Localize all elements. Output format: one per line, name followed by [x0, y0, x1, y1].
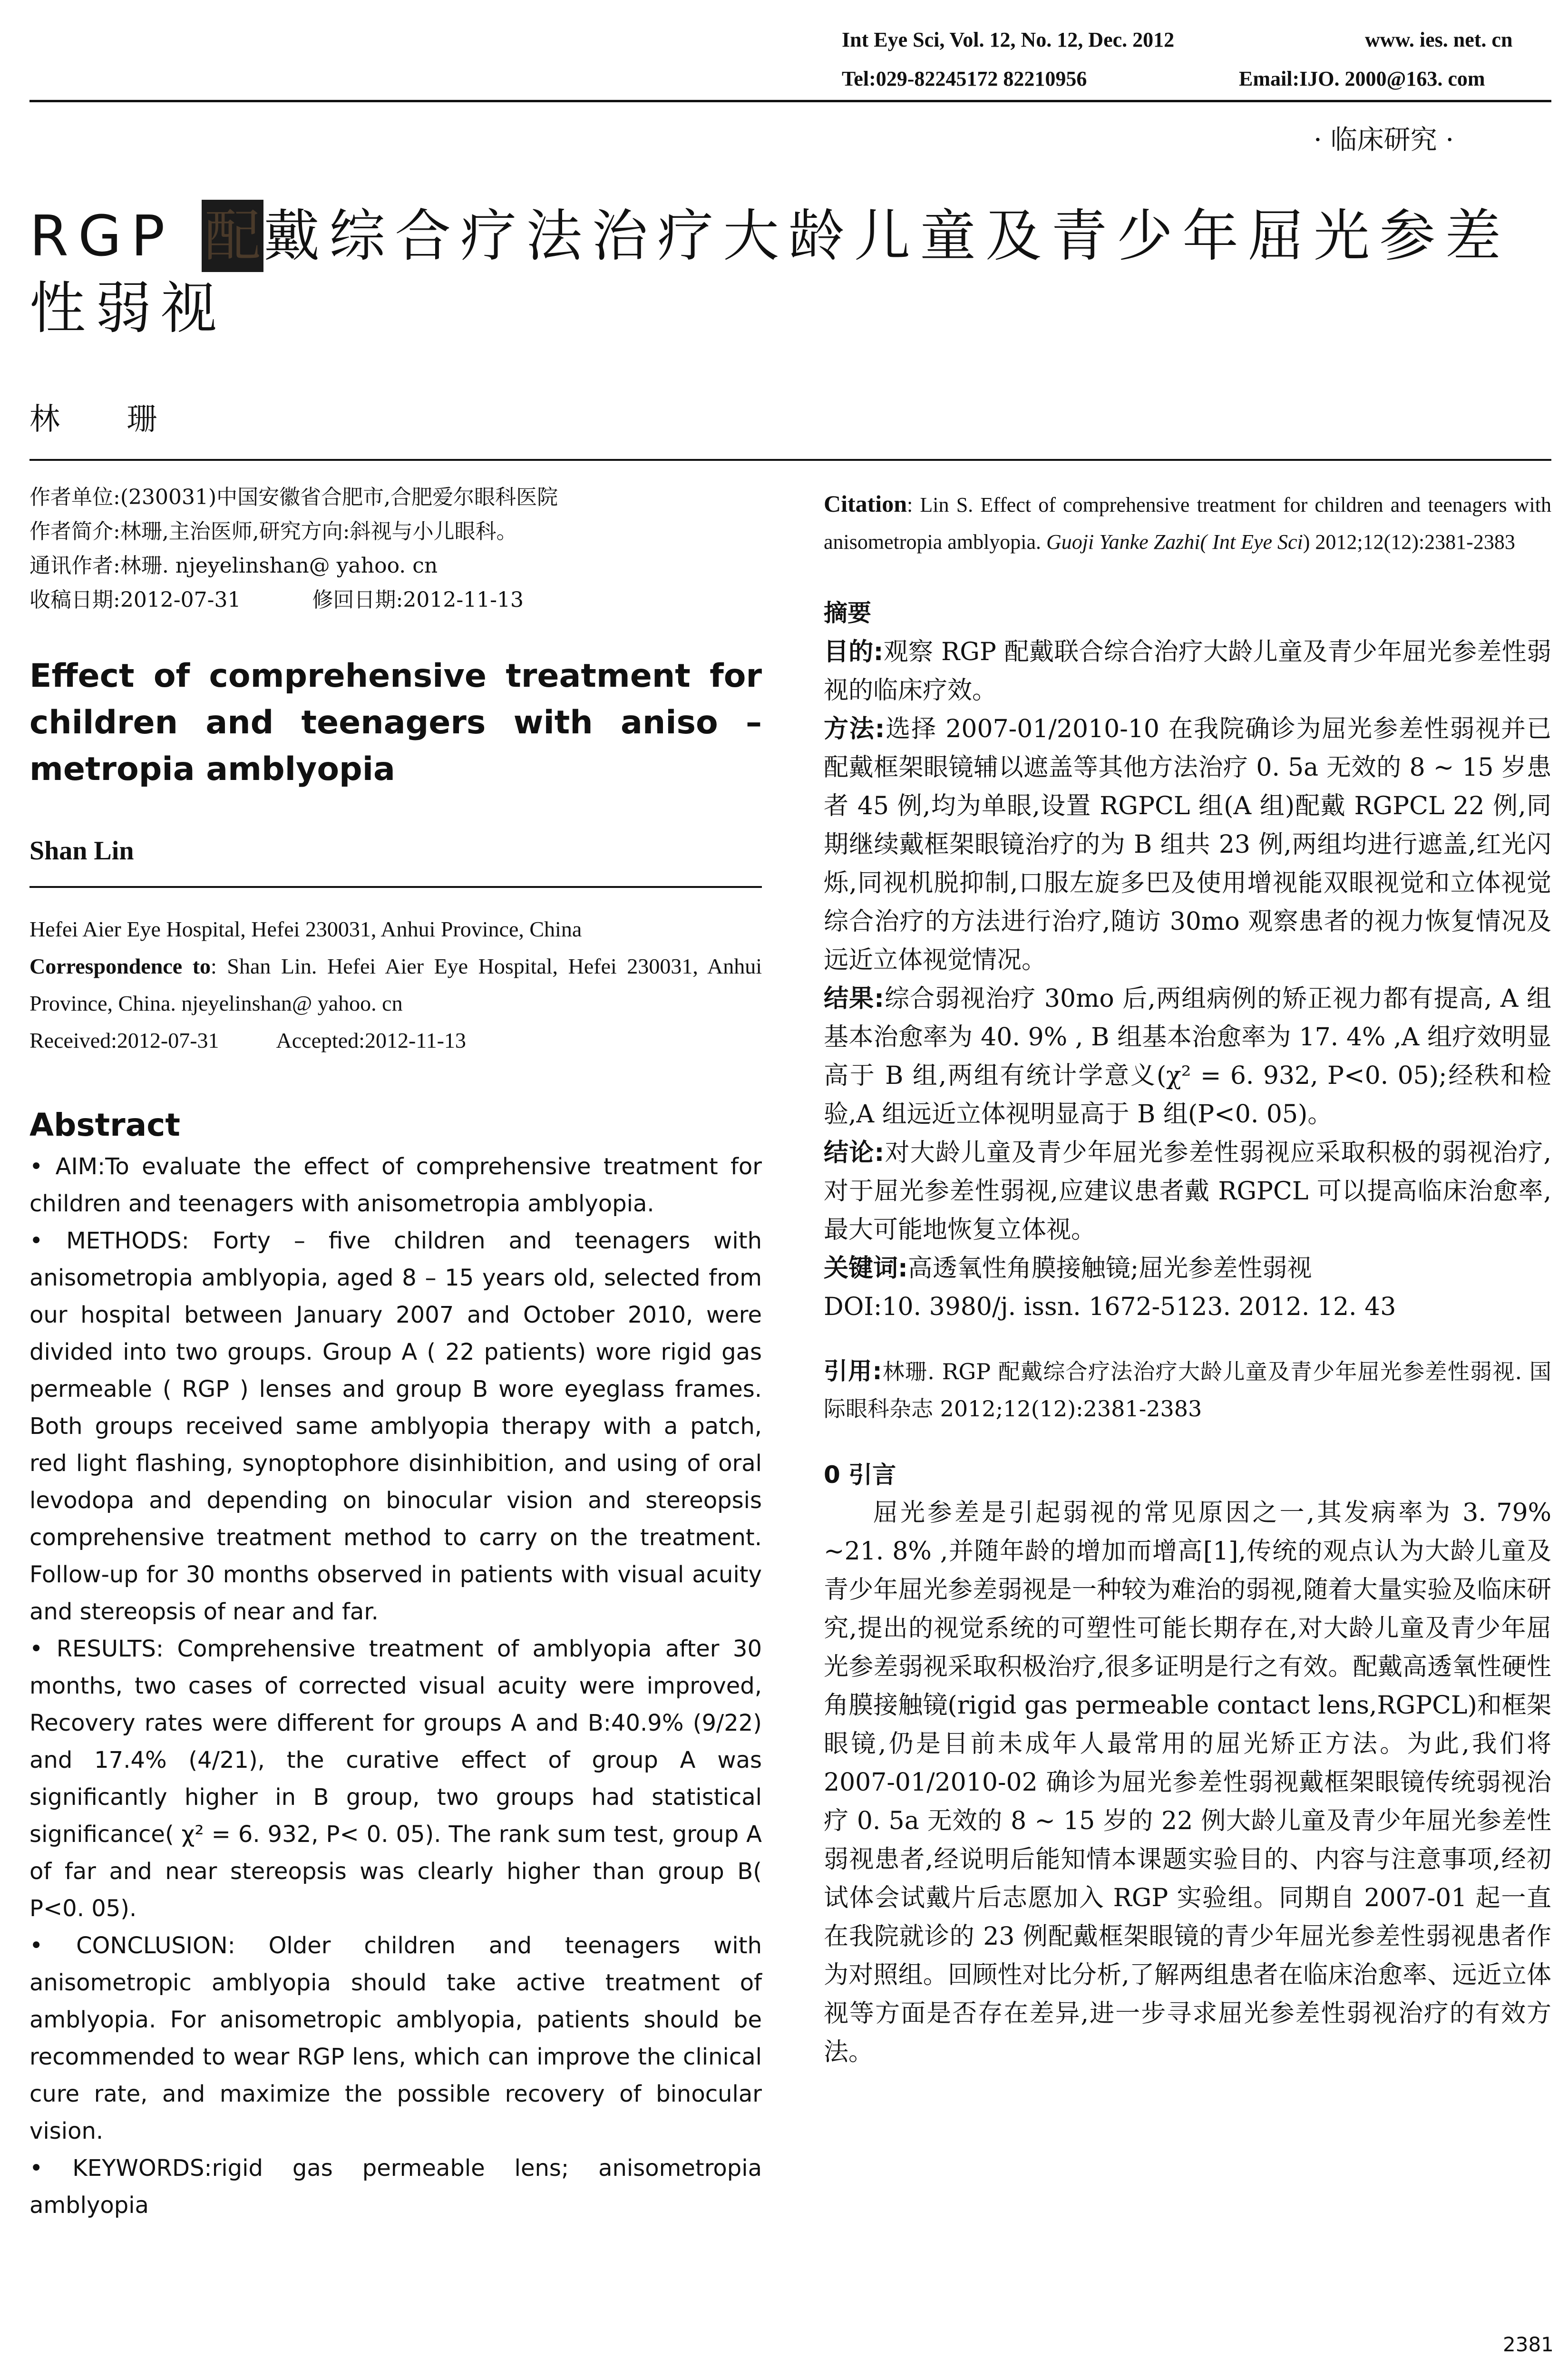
author-en: Shan Lin — [29, 836, 134, 866]
cn-unit: 作者单位:(230031)中国安徽省合肥市,合肥爱尔眼科医院 — [29, 485, 558, 509]
zh-methods — [824, 710, 1551, 980]
abstract-methods: • METHODS: Forty – five children and teenagers with anisometropia amblyopia, aged 8 – 15 years old, selected from our hospital between January 2007 and October 2010, were divided into two groups. Group A ( 22 patients) wore rigid gas permeable ( RGP ) lenses and group B wore eyeglass frames. Both groups received same amblyopia therapy with a patch, red light flashing, synoptophore disinhibition, and using of oral levodopa and depending on binocular vision and stereopsis comprehensive treatment method to carry on the treatment. Follow-up for 30 months observed in patients with visual acuity and stereopsis of near and far. — [29, 1227, 762, 1625]
cn-corr: 通讯作者:林珊. njeyelinshan@ yahoo. cn — [29, 554, 438, 578]
corr-text: : Shan Lin. Hefei Aier Eye Hospital, Hefei 230031, Anhui Province, China. njeyelinshan@ yahoo. cn — [29, 954, 762, 1015]
correspondence-en — [29, 948, 762, 1022]
abstract-conclusion: • CONCLUSION: Older children and teenagers with anisometropic amblyopia should take active treatment of amblyopia. For anisometropic amblyopia, patients should be recommended to wear RGP lens, which can improve the clinical cure rate, and maximize the possible recovery of binocular vision. — [29, 1932, 762, 2144]
zh-keywords — [824, 1249, 1551, 1288]
journal-email: Email:IJO. 2000@163. com — [1239, 67, 1485, 90]
zh-conclusion-label: 结论: — [824, 1139, 885, 1167]
zh-methods-label: 方法: — [824, 715, 885, 743]
accepted-en: Accepted:2012-11-13 — [276, 1028, 466, 1052]
citation-journal: Guoji Yanke Zazhi( Int Eye Sci — [1046, 530, 1303, 554]
author-en-rule — [29, 886, 762, 888]
right-column — [824, 485, 1551, 2072]
citation-text: : Lin S. Effect of comprehensive treatment for children and teenagers with anisometropia amblyopia. — [824, 493, 1551, 554]
intro-heading: 0 引言 — [824, 1461, 896, 1489]
received-en: Received:2012-07-31 — [29, 1028, 219, 1052]
title-rest: 戴综合疗法治疗大龄儿童及青少年屈光参差性弱视 — [29, 203, 1511, 341]
abstract-heading: Abstract — [29, 1107, 180, 1143]
cn-revised: 修回日期:2012-11-13 — [312, 588, 524, 612]
zh-results — [824, 980, 1551, 1134]
left-column — [29, 480, 762, 2224]
dates-en — [29, 1022, 762, 1059]
cn-dates — [29, 583, 762, 617]
affiliation-en: Hefei Aier Eye Hospital, Hefei 230031, Anhui Province, China — [29, 917, 582, 941]
zh-doi: DOI:10. 3980/j. issn. 1672-5123. 2012. 12. 43 — [824, 1293, 1396, 1321]
zh-aim-label: 目的: — [824, 638, 884, 666]
journal-website: www. ies. net. cn — [1365, 28, 1513, 51]
citation-en — [824, 485, 1551, 561]
citation-tail: ) 2012;12(12):2381-2383 — [1303, 530, 1515, 554]
zh-results-text: 综合弱视治疗 30mo 后,两组病例的矫正视力都有提高, A 组基本治愈率为 40. 9% , B 组基本治愈率为 17. 4% ,A 组疗效明显高于 B 组,两组有统计学意义(χ² = 6. 932, P<0. 05);经秩和检验,A 组远近立体视明显高于 B 组(P<0. 05)。 — [824, 984, 1552, 1129]
abstract-aim: • AIM:To evaluate the effect of comprehensive treatment for children and teenagers with anisometropia amblyopia. — [29, 1153, 762, 1217]
corr-label: Correspondence to — [29, 954, 211, 978]
cn-received: 收稿日期:2012-07-31 — [29, 588, 241, 612]
article-title-en: Effect of comprehensive treatment for children and teenagers with aniso – metropia amblyopia — [29, 657, 762, 788]
zh-results-label: 结果: — [824, 984, 884, 1013]
title-highlight: 配 — [202, 200, 263, 272]
zh-methods-text: 选择 2007-01/2010-10 在我院确诊为屈光参差性弱视并已配戴框架眼镜辅以遮盖等其他方法治疗 0. 5a 无效的 8 ~ 15 岁患者 45 例,均为单眼,设置 RGPCL 组(A 组)配戴 RGPCL 22 例,同期继续戴框架眼镜治疗的为 B 组共 23 例,两组均进行遮盖,红光闪烁,同视机脱抑制,口服左旋多巴及使用增视能双眼视觉和立体视觉综合治疗的方法进行治疗,随访 30mo 观察患者的视力恢复情况及远近立体视觉情况。 — [824, 715, 1552, 974]
zh-aim — [824, 633, 1551, 710]
author-rule — [29, 459, 1551, 461]
section-tag: · 临床研究 · — [1314, 125, 1454, 156]
zh-citation-text: 林珊. RGP 配戴综合疗法治疗大龄儿童及青少年屈光参差性弱视. 国际眼科杂志 2012;12(12):2381-2383 — [824, 1359, 1551, 1422]
journal-citation-header: Int Eye Sci, Vol. 12, No. 12, Dec. 2012 — [842, 28, 1175, 51]
zh-conclusion — [824, 1134, 1551, 1249]
zh-aim-text: 观察 RGP 配戴联合综合治疗大龄儿童及青少年屈光参差性弱视的临床疗效。 — [824, 638, 1551, 705]
abstract-results: • RESULTS: Comprehensive treatment of amblyopia after 30 months, two cases of corrected visual acuity were improved, Recovery rates were different for groups A and B:40.9% (9/22) and 17.4% (4/21), the curative effect of group A was significantly higher in B group, two groups had statistical significance( χ² = 6. 932, P< 0. 05). The rank sum test, group A of far and near stereopsis was clearly higher than group B( P<0. 05). — [29, 1636, 762, 1922]
author-cn: 林 珊 — [29, 402, 186, 437]
zh-citation — [824, 1353, 1551, 1427]
article-title-cn — [29, 200, 1551, 344]
zh-citation-label: 引用: — [824, 1357, 882, 1385]
cn-bio: 作者简介:林珊,主治医师,研究方向:斜视与小儿眼科。 — [29, 519, 517, 544]
zh-conclusion-text: 对大龄儿童及青少年屈光参差性弱视应采取积极的弱视治疗,对于屈光参差性弱视,应建议患者戴 RGPCL 可以提高临床治愈率,最大可能地恢复立体视。 — [824, 1139, 1552, 1244]
citation-label: Citation — [824, 490, 907, 517]
header-rule — [29, 100, 1551, 102]
journal-tel: Tel:029-82245172 82210956 — [842, 67, 1087, 90]
zh-keywords-label: 关键词: — [824, 1254, 908, 1283]
title-prefix: RGP — [29, 203, 202, 269]
zh-abstract-heading: 摘要 — [824, 599, 871, 627]
zh-keywords-text: 高透氧性角膜接触镜;屈光参差性弱视 — [907, 1254, 1312, 1283]
page-number: 2381 — [1503, 2333, 1554, 2356]
abstract-keywords: • KEYWORDS:rigid gas permeable lens; anisometropia amblyopia — [29, 2155, 762, 2219]
intro-body: 屈光参差是引起弱视的常见原因之一,其发病率为 3. 79% ~21. 8% ,并随年龄的增加而增高[1],传统的观点认为大龄儿童及青少年屈光参差弱视是一种较为难治的弱视,随着大量实验及临床研究,提出的视觉系统的可塑性可能长期存在,对大龄儿童及青少年屈光参差弱视采取积极治疗,很多证明是行之有效。配戴高透氧性硬性角膜接触镜(rigid gas permeable contact lens,RGPCL)和框架眼镜,仍是目前未成年人最常用的屈光矫正方法。为此,我们将 2007-01/2010-02 确诊为屈光参差性弱视戴框架眼镜传统弱视治疗 0. 5a 无效的 8 ~ 15 岁的 22 例大龄儿童及青少年屈光参差性弱视患者,经说明后能知情本课题实验目的、内容与注意事项,经初试体会试戴片后志愿加入 RGP 实验组。同期自 2007-01 起一直在我院就诊的 23 例配戴框架眼镜的青少年屈光参差性弱视患者作为对照组。回顾性对比分析,了解两组患者在临床治愈率、远近立体视等方面是否存在差异,进一步寻求屈光参差性弱视治疗的有效方法。 — [824, 1499, 1551, 2066]
